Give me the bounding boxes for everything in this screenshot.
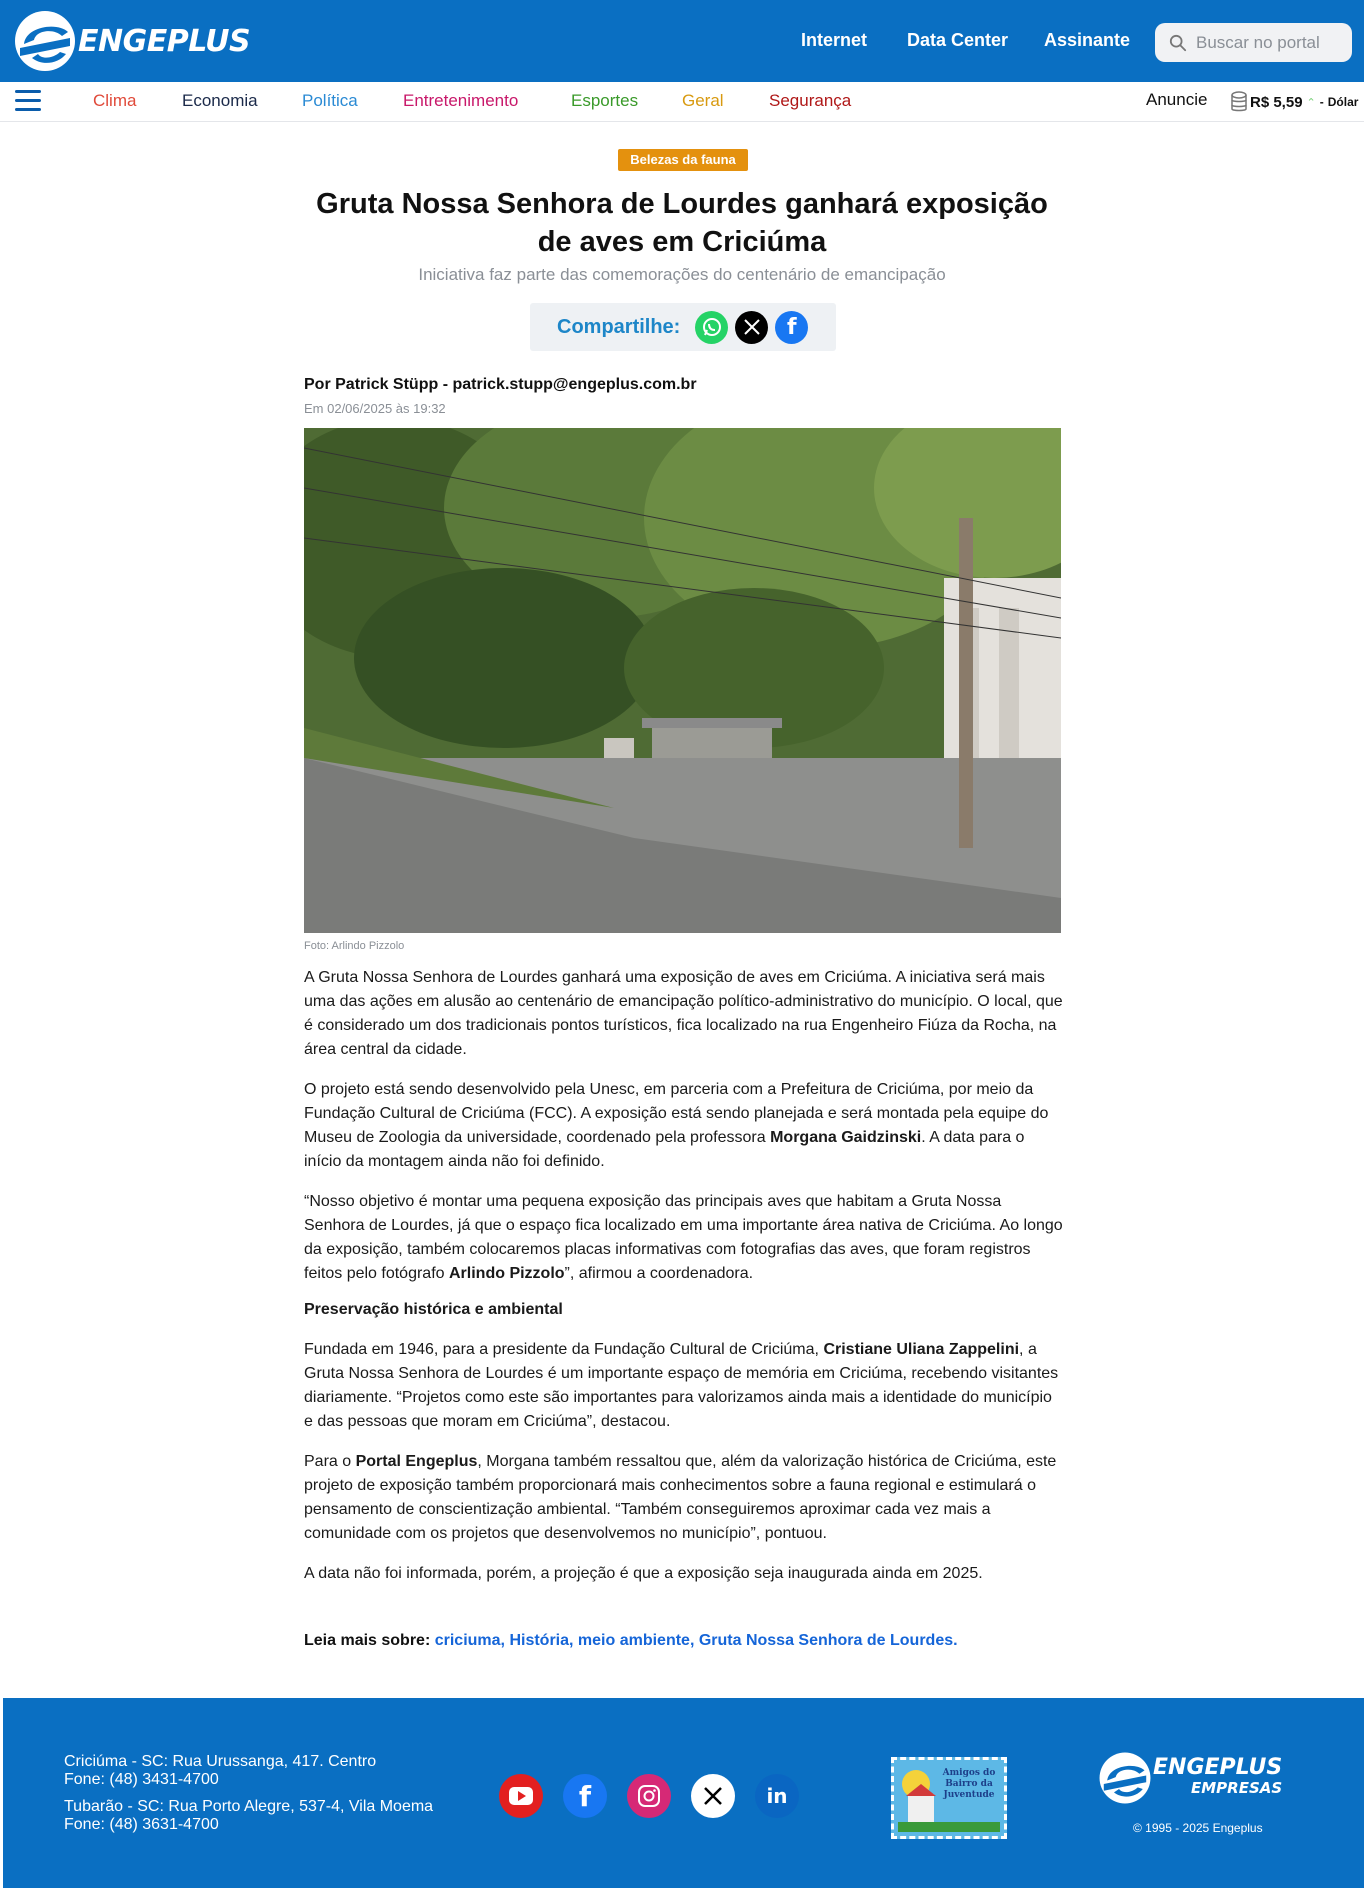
tags-label: Leia mais sobre:: [304, 1632, 431, 1649]
coins-icon: [1230, 91, 1248, 113]
paragraph-5: Para o Portal Engeplus, Morgana também ressaltou que, além da valorização histórica de Criciúma, este projeto de exposição também proporcionará mais conhecimentos sobre a fauna regional e estimulará o pensamento de conscientização ambiental. “Também conseguiremos aproximar cada vez mais a comunidade com os projetos que desenvolvemos no município”, pontuou.: [304, 1453, 1057, 1542]
footer-logo-text: ENGEPLUS: [1153, 1755, 1283, 1780]
category-politica[interactable]: Política: [302, 91, 358, 110]
engeplus-logo-icon: [12, 8, 78, 74]
nav-internet[interactable]: Internet: [801, 30, 868, 50]
whatsapp-icon[interactable]: [695, 311, 728, 344]
article-photo: [304, 428, 1061, 933]
footer-address-criciuma: Criciúma - SC: Rua Urussanga, 417. Centro Fone: (48) 3431-4700: [64, 1753, 377, 1788]
nav-data-center[interactable]: Data Center: [907, 30, 1009, 50]
photo-credit: Foto: Arlindo Pizzolo: [304, 940, 405, 952]
category-entretenimento[interactable]: Entretenimento: [403, 91, 519, 110]
category-esportes[interactable]: Esportes: [571, 91, 639, 110]
tag-separator: .: [953, 1632, 958, 1649]
anuncie-link[interactable]: Anuncie: [1146, 90, 1208, 109]
copyright: © 1995 - 2025 Engeplus: [1133, 1821, 1263, 1835]
gruta-photo-illustration: [304, 428, 1061, 933]
dollar-quote: [1230, 91, 1358, 113]
article-body: [304, 966, 1064, 1602]
dollar-value: R$ 5,59: [1250, 93, 1303, 111]
x-twitter-icon[interactable]: [735, 311, 768, 344]
paragraph-2: O projeto está sendo desenvolvido pela Unesc, em parceria com a Prefeitura de Criciúma, por meio da Fundação Cultural de Criciúma (FCC). A exposição está sendo planejada e será montada pela equipe do Museu de Zoologia da universidade, coordenado pela professora Morgana Gaidzinski. A data para o início da montagem ainda não foi definido.: [304, 1081, 1049, 1170]
search-input[interactable]: [1196, 33, 1346, 53]
tag-separator: ,: [569, 1632, 578, 1649]
tag-link[interactable]: História: [509, 1632, 570, 1649]
nav-assinante[interactable]: Assinante: [1044, 30, 1131, 50]
article-title: Gruta Nossa Senhora de Lourdes ganhará exposição de aves em Criciúma: [316, 188, 1048, 258]
category-badge[interactable]: Belezas da fauna: [618, 149, 748, 171]
dollar-prefix: -: [1319, 95, 1324, 109]
category-seguranca[interactable]: Segurança: [769, 91, 852, 110]
trend-up-icon: ⌃: [1306, 96, 1316, 109]
related-tags: [304, 1632, 958, 1650]
share-bar: [530, 303, 836, 351]
facebook-icon[interactable]: f: [775, 311, 808, 344]
search-icon: [1169, 34, 1187, 52]
search-box[interactable]: [1155, 23, 1352, 62]
footer: [3, 1698, 1364, 1888]
paragraph-3: “Nosso objetivo é montar uma pequena exposição das principais aves que habitam a Gruta Nossa Senhora de Lourdes, já que o espaço fica localizado em uma importante área nativa de Criciúma. Ao longo da exposição, também colocaremos placas informativas com fotografias das aves, que foram registros feitos pelo fotógrafo Arlindo Pizzolo”, afirmou a coordenadora.: [304, 1193, 1063, 1282]
x-twitter-icon[interactable]: [691, 1774, 735, 1818]
engeplus-logo-icon: [1097, 1750, 1153, 1806]
paragraph-1: A Gruta Nossa Senhora de Lourdes ganhará uma exposição de aves em Criciúma. A iniciativa será mais uma das ações em alusão ao centenário de emancipação político-administrativo do município. O local, que é considerado um dos tradicionais pontos turísticos, fica localizado na rua Engenheiro Fiúza da Rocha, na área central da cidade.: [304, 969, 1063, 1058]
youtube-icon[interactable]: [499, 1774, 543, 1818]
footer-logo-sub: EMPRESAS: [1191, 1779, 1283, 1797]
engeplus-logo[interactable]: [12, 8, 250, 74]
tag-link[interactable]: meio ambiente: [577, 1632, 690, 1649]
stamp-text: Amigos do Bairro da Juventude: [942, 1768, 996, 1800]
tag-link[interactable]: criciuma: [434, 1632, 501, 1649]
article-subtitle: Iniciativa faz parte das comemorações do centenário de emancipação: [418, 265, 946, 284]
article-date: Em 02/06/2025 às 19:32: [304, 401, 446, 416]
category-economia[interactable]: Economia: [182, 91, 258, 110]
tag-link[interactable]: Gruta Nossa Senhora de Lourdes: [698, 1632, 954, 1649]
instagram-icon[interactable]: [627, 1774, 671, 1818]
engeplus-empresas-logo[interactable]: [1097, 1750, 1282, 1806]
footer-address-tubarao: Tubarão - SC: Rua Porto Alegre, 537-4, Vila Moema Fone: (48) 3631-4700: [64, 1798, 434, 1833]
section-heading: Preservação histórica e ambiental: [304, 1301, 563, 1318]
linkedin-icon[interactable]: in: [755, 1774, 799, 1818]
facebook-icon[interactable]: f: [563, 1774, 607, 1818]
category-geral[interactable]: Geral: [682, 91, 724, 110]
paragraph-4: Fundada em 1946, para a presidente da Fundação Cultural de Criciúma, Cristiane Uliana Zappelini, a Gruta Nossa Senhora de Lourdes é um importante espaço de memória em Criciúma, recebendo visitantes diariamente. “Projetos como este são importantes para valorizamos ainda mais a identidade do município e das pessoas que moram em Criciúma”, destacou.: [304, 1341, 1059, 1430]
tag-separator: ,: [689, 1632, 699, 1649]
amigos-bairro-juventude-stamp[interactable]: [891, 1757, 1007, 1839]
logo-text: ENGEPLUS: [78, 23, 251, 59]
share-label: Compartilhe:: [557, 315, 681, 338]
category-clima[interactable]: Clima: [93, 91, 137, 110]
category-bar: [0, 82, 1364, 122]
article-byline: Por Patrick Stüpp - patrick.stupp@engeplus.com.br: [304, 376, 697, 393]
dollar-label: Dólar: [1327, 95, 1359, 109]
paragraph-6: A data não foi informada, porém, a projeção é que a exposição seja inaugurada ainda em 2025.: [304, 1565, 983, 1582]
tag-separator: ,: [500, 1632, 510, 1649]
menu-icon[interactable]: [15, 90, 41, 112]
top-header: [0, 0, 1364, 82]
